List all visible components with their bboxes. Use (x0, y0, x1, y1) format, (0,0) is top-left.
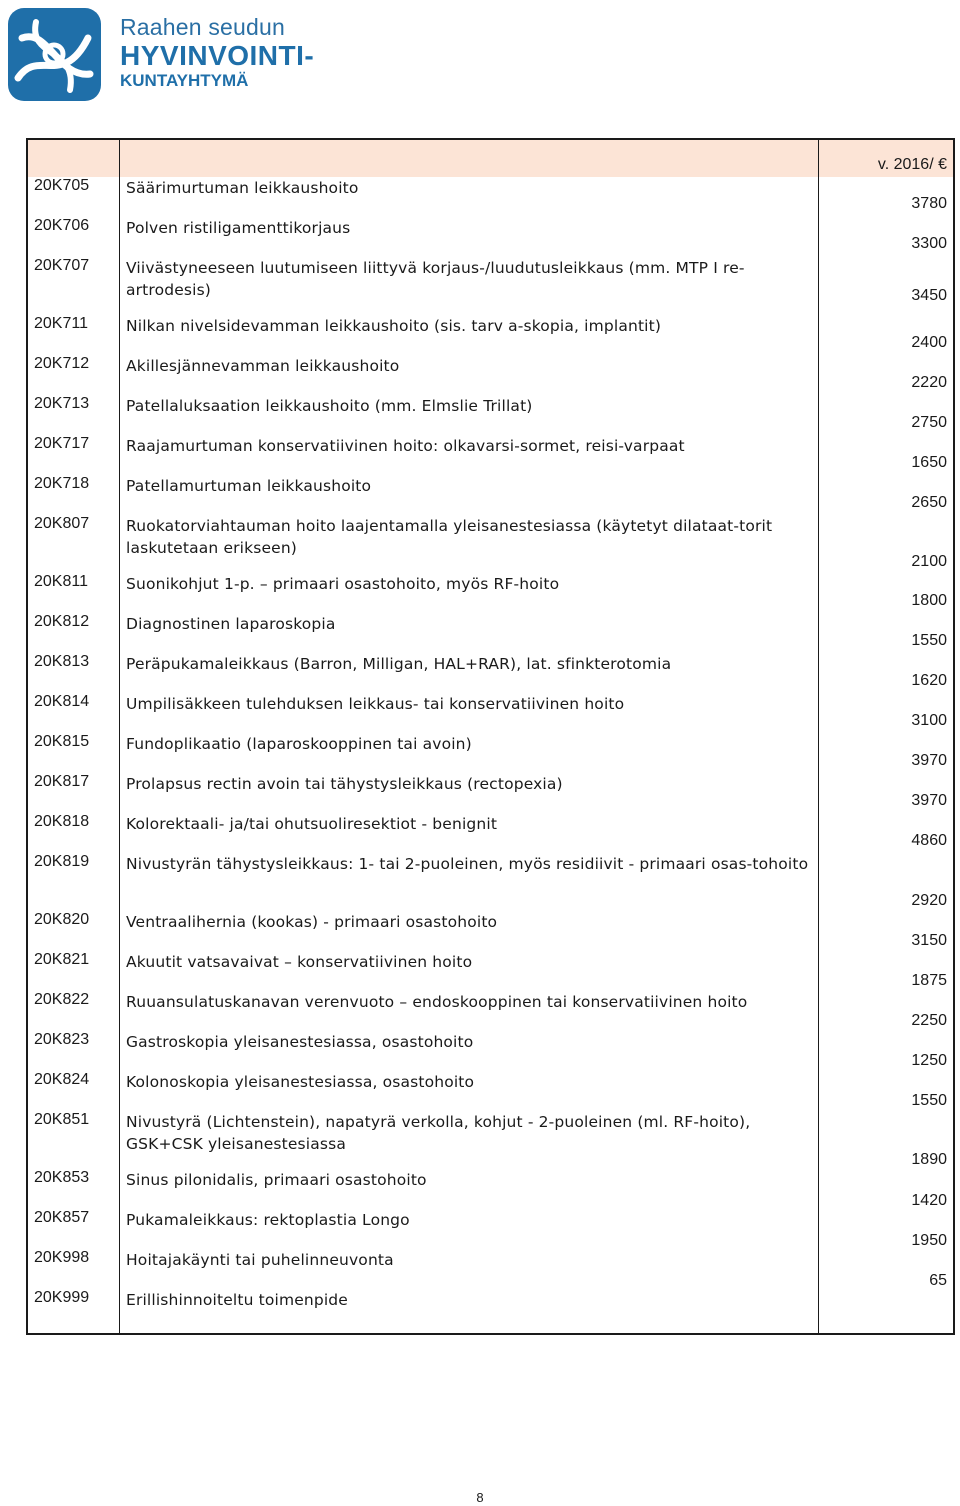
procedure-description: Ruuansulatuskanavan verenvuoto – endoskooppinen tai konservatiivinen hoito (126, 993, 748, 1011)
logo-line-3: KUNTAYHTYMÄ (120, 71, 249, 90)
procedure-description: Sinus pilonidalis, primaari osastohoito (126, 1171, 427, 1189)
procedure-code: 20K998 (34, 1249, 90, 1266)
procedure-price: 3100 (911, 712, 947, 729)
procedure-code: 20K819 (34, 853, 90, 870)
procedure-code: 20K818 (34, 813, 90, 830)
procedure-description: Viivästyneeseen luutumiseen liittyvä korjaus-/luudutusleikkaus (mm. MTP I re-artrodesis) (126, 259, 745, 299)
procedure-code: 20K815 (34, 733, 90, 750)
procedure-price: 2650 (911, 494, 947, 511)
procedure-price: 3970 (911, 792, 947, 809)
procedure-description: Kolonoskopia yleisanestesiassa, osastohoito (126, 1073, 475, 1091)
procedure-price: 2750 (911, 414, 947, 431)
procedure-description: Patellaluksaation leikkaushoito (mm. Elmslie Trillat) (126, 397, 533, 415)
logo-line-2: HYVINVOINTI- (120, 40, 315, 71)
procedure-description: Raajamurtuman konservatiivinen hoito: olkavarsi-sormet, reisi-varpaat (126, 437, 685, 455)
procedure-price: 1550 (911, 632, 947, 649)
procedure-code: 20K820 (34, 911, 90, 928)
table-header (28, 140, 953, 177)
procedure-price: 1250 (911, 1052, 947, 1069)
procedure-description: Akuutit vatsavaivat – konservatiivinen hoito (126, 953, 473, 971)
procedure-code: 20K711 (34, 315, 88, 332)
procedure-code: 20K718 (34, 475, 90, 492)
procedure-code: 20K707 (34, 257, 90, 274)
procedure-price: 3150 (911, 932, 947, 949)
procedure-price: 1950 (911, 1232, 947, 1249)
procedure-description: Umpilisäkkeen tulehduksen leikkaus- tai konservatiivinen hoito (126, 695, 625, 713)
procedure-description: Gastroskopia yleisanestesiassa, osastohoito (126, 1033, 474, 1051)
procedure-code: 20K813 (34, 653, 90, 670)
procedure-code: 20K812 (34, 613, 90, 630)
column-divider-code (119, 140, 120, 1333)
procedure-description: Patellamurtuman leikkaushoito (126, 477, 372, 495)
procedure-description: Nivustyrä (Lichtenstein), napatyrä verkolla, kohjut - 2-puoleinen (ml. RF-hoito), GSK+CSK yleisanestesiassa (126, 1113, 751, 1153)
procedure-code: 20K822 (34, 991, 90, 1008)
procedure-code: 20K853 (34, 1169, 90, 1186)
procedure-description: Diagnostinen laparoskopia (126, 615, 336, 633)
procedure-code: 20K713 (34, 395, 90, 412)
procedure-price: 3780 (911, 195, 947, 212)
procedure-code: 20K705 (34, 177, 90, 194)
procedure-price: 65 (929, 1272, 947, 1289)
knot-icon (8, 8, 101, 101)
procedure-code: 20K999 (34, 1289, 90, 1306)
procedure-description: Säärimurtuman leikkaushoito (126, 179, 359, 197)
procedure-code: 20K823 (34, 1031, 90, 1048)
procedure-description: Hoitajakäynti tai puhelinneuvonta (126, 1251, 394, 1269)
procedure-price: 2920 (911, 892, 947, 909)
procedure-code: 20K817 (34, 773, 90, 790)
procedure-code: 20K807 (34, 515, 90, 532)
procedure-price: 2100 (911, 553, 947, 570)
price-table (26, 138, 955, 1335)
procedure-price: 2400 (911, 334, 947, 351)
page-number: 8 (476, 1490, 484, 1505)
procedure-description: Akillesjännevamman leikkaushoito (126, 357, 400, 375)
procedure-description: Nivustyrän tähystysleikkaus: 1- tai 2-puoleinen, myös residiivit - primaari osas-tohoito (126, 855, 809, 873)
procedure-code: 20K814 (34, 693, 90, 710)
procedure-price: 1800 (911, 592, 947, 609)
procedure-description: Pukamaleikkaus: rektoplastia Longo (126, 1211, 410, 1229)
procedure-price: 1890 (911, 1151, 947, 1168)
procedure-code: 20K712 (34, 355, 90, 372)
year-price-header: v. 2016/ € (877, 156, 947, 173)
procedure-price: 4860 (911, 832, 947, 849)
procedure-description: Polven ristiligamenttikorjaus (126, 219, 351, 237)
logo-line-1: Raahen seudun (120, 14, 286, 40)
procedure-code: 20K851 (34, 1111, 90, 1128)
procedure-price: 1420 (911, 1192, 947, 1209)
procedure-price: 1620 (911, 672, 947, 689)
procedure-price: 1875 (911, 972, 947, 989)
procedure-code: 20K717 (34, 435, 90, 452)
procedure-code: 20K706 (34, 217, 90, 234)
procedure-code: 20K821 (34, 951, 90, 968)
procedure-price: 2250 (911, 1012, 947, 1029)
procedure-price: 3300 (911, 235, 947, 252)
procedure-price: 3970 (911, 752, 947, 769)
procedure-description: Prolapsus rectin avoin tai tähystysleikkaus (rectopexia) (126, 775, 563, 793)
procedure-code: 20K824 (34, 1071, 90, 1088)
procedure-price: 3450 (911, 287, 947, 304)
procedure-description: Suonikohjut 1-p. – primaari osastohoito, myös RF-hoito (126, 575, 560, 593)
procedure-description: Fundoplikaatio (laparoskooppinen tai avoin) (126, 735, 472, 753)
procedure-price: 1650 (911, 454, 947, 471)
logo-text (120, 14, 314, 91)
procedure-description: Kolorektaali- ja/tai ohutsuoliresektiot - benignit (126, 815, 498, 833)
procedure-description: Ruokatorviahtauman hoito laajentamalla yleisanestesiassa (käytetyt dilataat-torit laskutetaan erikseen) (126, 517, 773, 557)
procedure-description: Peräpukamaleikkaus (Barron, Milligan, HAL+RAR), lat. sfinkterotomia (126, 655, 672, 673)
procedure-code: 20K857 (34, 1209, 90, 1226)
procedure-description: Erillishinnoiteltu toimenpide (126, 1291, 348, 1309)
column-divider-price (818, 140, 819, 1333)
procedure-description: Nilkan nivelsidevamman leikkaushoito (sis. tarv a-skopia, implantit) (126, 317, 662, 335)
procedure-description: Ventraalihernia (kookas) - primaari osastohoito (126, 913, 498, 931)
procedure-price: 1550 (911, 1092, 947, 1109)
procedure-code: 20K811 (34, 573, 88, 590)
organization-logo (8, 8, 328, 108)
procedure-price: 2220 (911, 374, 947, 391)
